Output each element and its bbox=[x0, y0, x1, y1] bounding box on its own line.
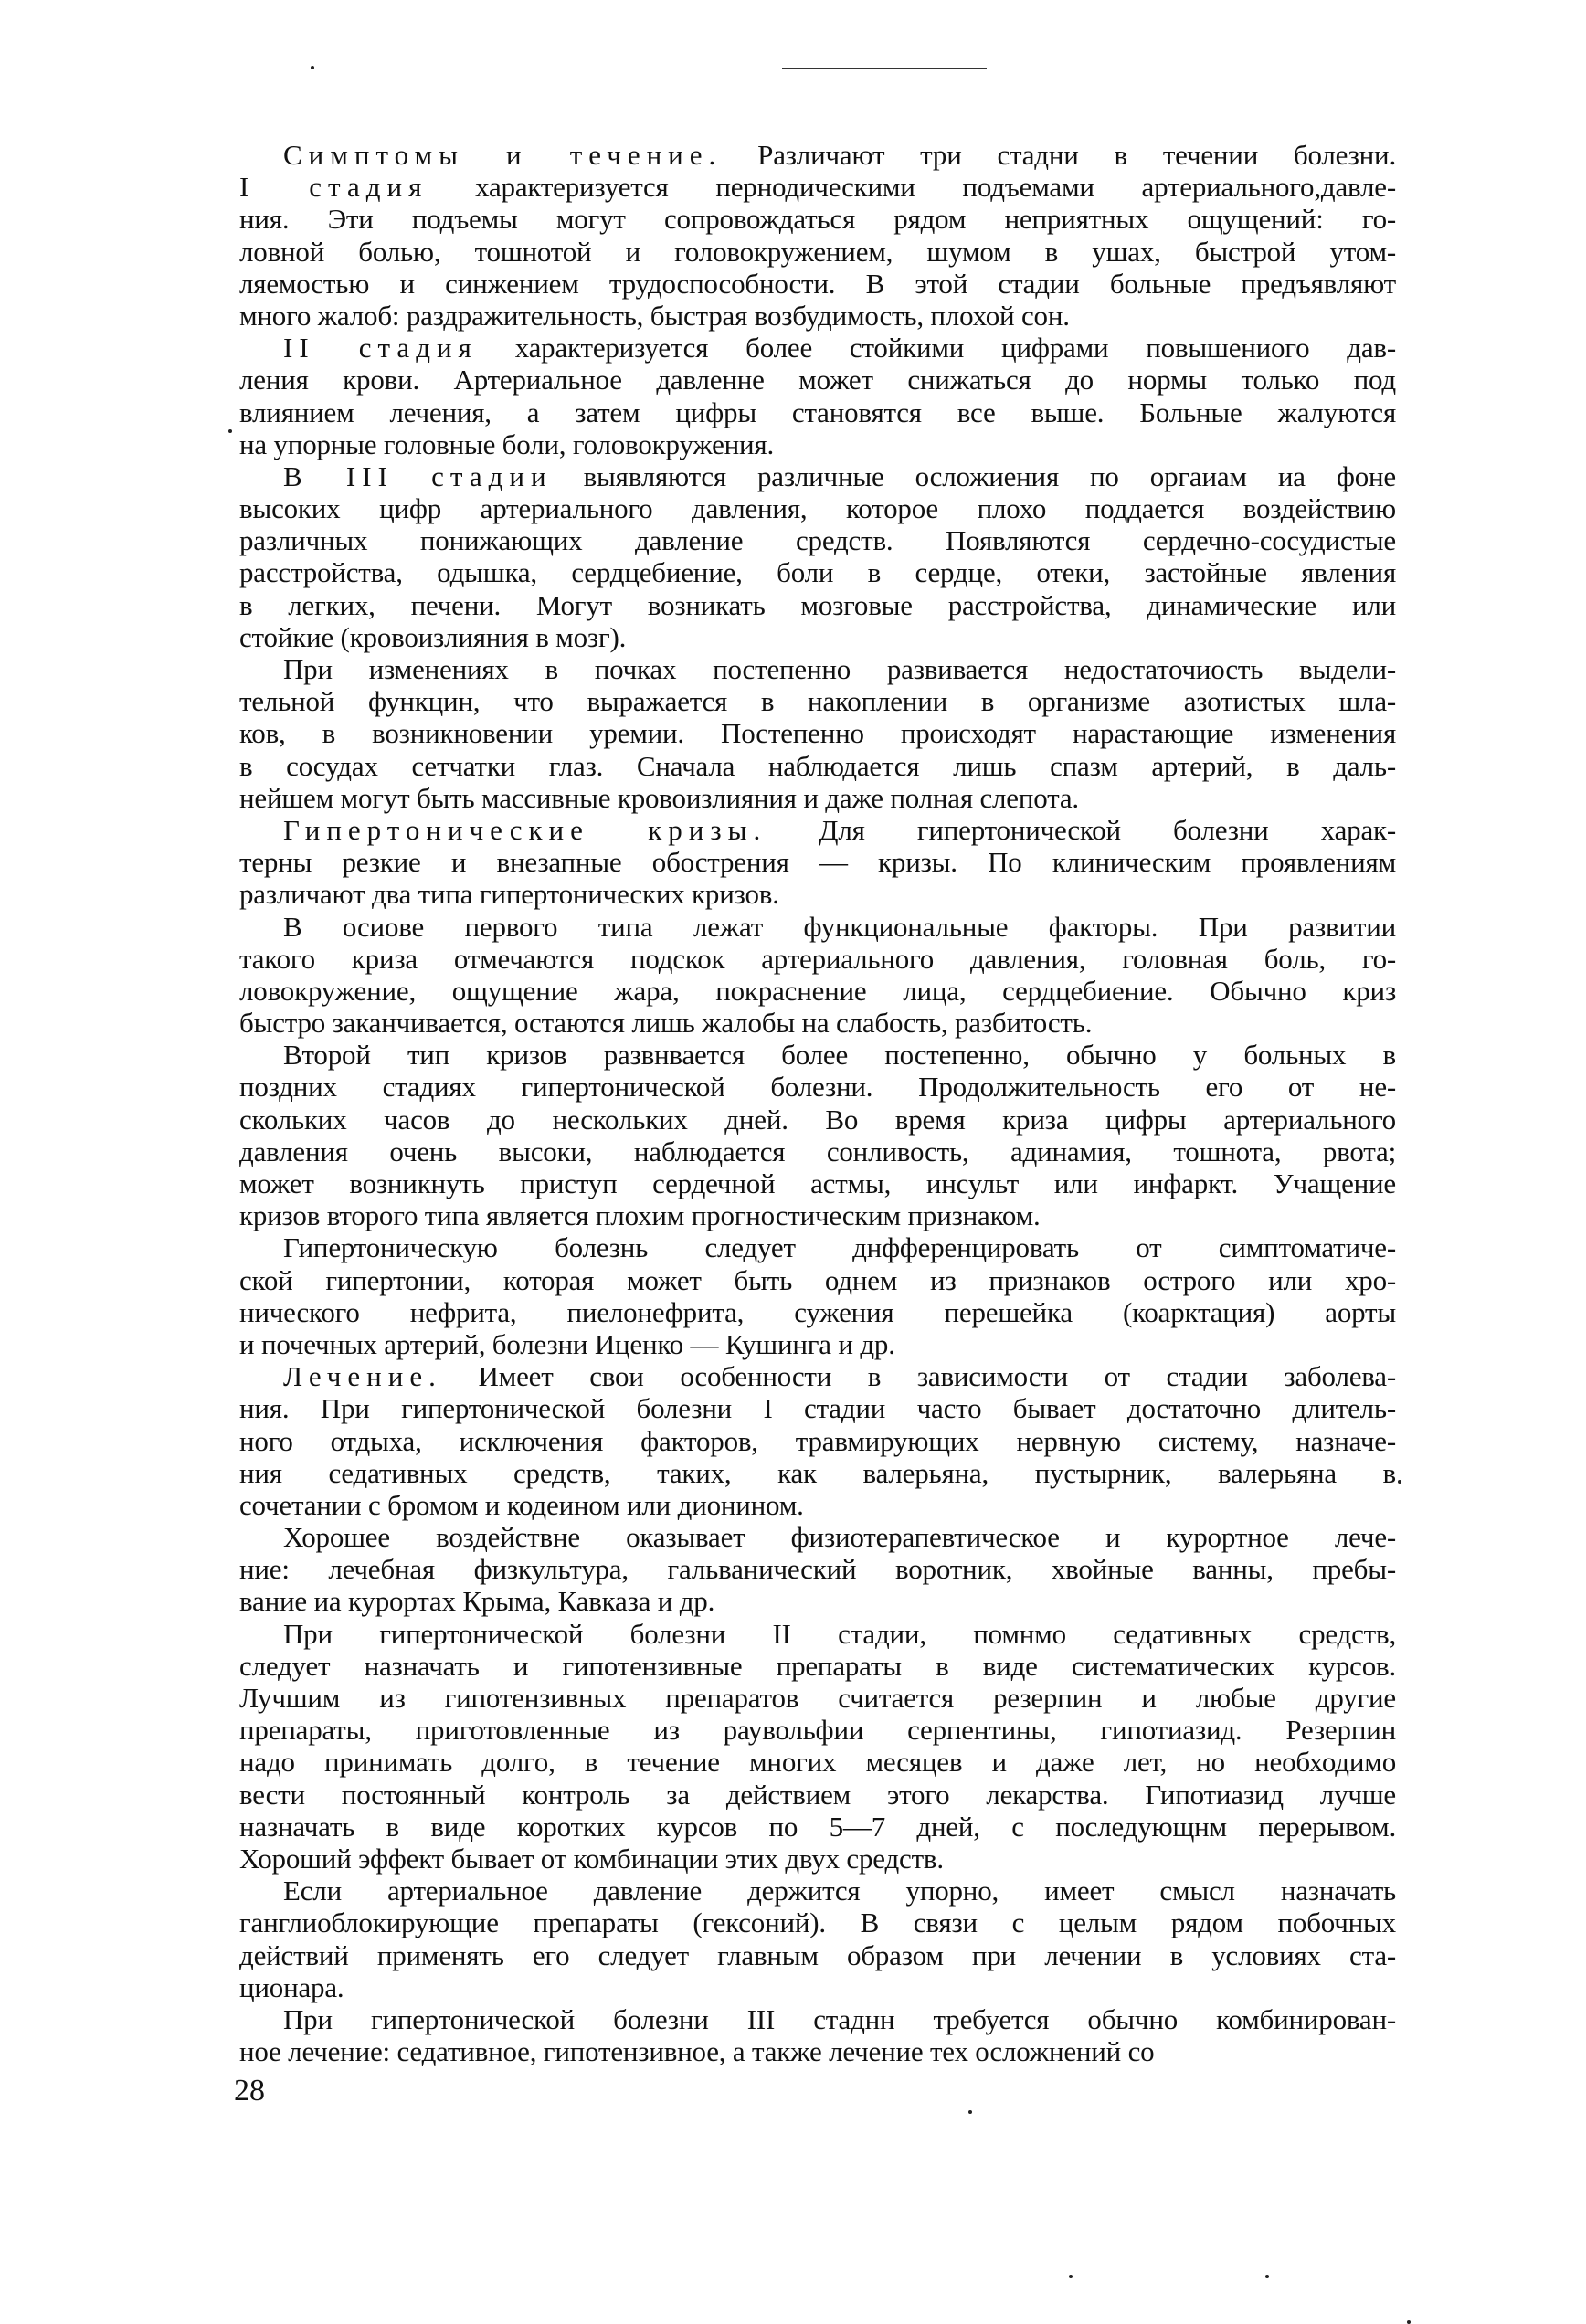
text-line bbox=[239, 1811, 1396, 1843]
line-text: вести постоянный контроль за действием этого лекарства. Гипотиазид лучше bbox=[239, 1778, 1396, 1811]
line-text: ние: лечебная физкультура, гальванический воротник, хвойные ванны, пребы- bbox=[239, 1553, 1396, 1586]
line-text: влиянием лечения, а затем цифры становятся все выше. Больные жалуются bbox=[239, 396, 1396, 428]
text-line bbox=[239, 1971, 1396, 2003]
text-line bbox=[239, 814, 1396, 846]
scan-speck bbox=[311, 66, 314, 69]
text-line bbox=[239, 653, 1396, 685]
text-line bbox=[239, 428, 1396, 460]
line-text: назначать в виде коротких курсов по 5—7 дней, с последующнм перерывом. bbox=[239, 1810, 1396, 1843]
line-text: ков, в возникновении уремии. Постепенно происходят нарастающие изменения bbox=[239, 717, 1396, 750]
line-text: кризов второго типа является плохим прогностическим признаком. bbox=[239, 1199, 1041, 1232]
text-line bbox=[239, 1457, 1396, 1489]
line-text: ловной болью, тошнотой и головокружением, шумом в ушах, быстрой утом- bbox=[239, 235, 1396, 268]
text-line bbox=[239, 1682, 1396, 1714]
line-text: терны резкие и внезапные обострения — кризы. По клиническим проявлениям bbox=[239, 846, 1396, 879]
text-line bbox=[239, 1296, 1396, 1328]
line-text: ния. При гипертонической болезни I стадии часто бывает достаточно длитель- bbox=[239, 1392, 1396, 1425]
line-text: Хороший эффект бывает от комбинации этих двух средств. bbox=[239, 1842, 944, 1875]
line-text: стойкие (кровоизлияния в мозг). bbox=[239, 620, 627, 653]
scan-speck bbox=[228, 429, 232, 433]
line-text: расстройства, одышка, сердцебиение, боли в сердце, отеки, застойные явления bbox=[239, 556, 1396, 589]
line-text: При гипертонической болезни III стаднн требуется обычно комбинирован- bbox=[283, 2002, 1396, 2035]
text-line bbox=[239, 911, 1396, 943]
line-text: действий применять его следует главным образом при лечении в условиях ста- bbox=[239, 1938, 1396, 1971]
text-line bbox=[239, 396, 1396, 428]
line-text: поздних стадиях гипертонической болезни. Продолжительность его от не- bbox=[239, 1071, 1396, 1104]
line-text: может возникнуть приступ сердечной астмы, инсульт или инфаркт. Учащение bbox=[239, 1167, 1396, 1199]
text-line bbox=[239, 364, 1396, 396]
line-text: ния седативных средств, таких, как валерьяна, пустырник, валерьяна в bbox=[239, 1456, 1396, 1489]
text-line bbox=[239, 750, 1396, 782]
spaced-heading: В III стадии bbox=[283, 460, 553, 492]
scan-speck bbox=[1407, 2320, 1411, 2324]
line-text: Различают три стадни в течении болезни. bbox=[722, 139, 1396, 171]
line-text: ния. Эти подъемы могут сопровождаться рядом неприятных ощущений: го- bbox=[239, 203, 1396, 236]
text-line bbox=[239, 203, 1396, 235]
line-text: давления очень высоки, наблюдается сонливость, адинамия, тошнота, рвота; bbox=[239, 1135, 1396, 1167]
spaced-heading: Симптомы и течение. bbox=[283, 139, 723, 171]
line-text: ляемостью и синжением трудоспособности. В этой стадии больные предъявляют bbox=[239, 267, 1396, 300]
text-line bbox=[239, 1039, 1396, 1071]
text-line bbox=[239, 1199, 1396, 1231]
body-text bbox=[239, 139, 1396, 2067]
line-text: При изменениях в почках постепенно развивается недостаточиость выдели- bbox=[283, 653, 1396, 685]
line-text: Имеет свои особенности в зависимости от стадии заболева- bbox=[441, 1360, 1396, 1393]
scan-speck bbox=[1398, 1480, 1401, 1484]
text-line bbox=[239, 975, 1396, 1007]
line-text: При гипертонической болезни II стадии, помнмо седативных средств, bbox=[283, 1617, 1396, 1650]
text-line bbox=[239, 139, 1396, 171]
line-text: различают два типа гипертонических кризов. bbox=[239, 878, 779, 911]
line-text: сочетании с бромом и кодеином или дионином. bbox=[239, 1488, 804, 1521]
line-text: Гипертоническую болезнь следует днфференцировать от симптоматиче- bbox=[283, 1231, 1396, 1264]
text-line bbox=[239, 1939, 1396, 1971]
line-text: препараты, приготовленные из раувольфии серпентины, гипотиазид. Резерпин bbox=[239, 1714, 1396, 1747]
text-line bbox=[239, 1585, 1396, 1617]
text-line bbox=[239, 1907, 1396, 1938]
text-line bbox=[239, 1167, 1396, 1199]
line-text: скольких часов до нескольких дней. Во время криза цифры артериального bbox=[239, 1103, 1396, 1136]
spaced-heading: Гипертонические кризы. bbox=[283, 813, 767, 846]
text-line bbox=[239, 1875, 1396, 1907]
text-line bbox=[239, 332, 1396, 364]
text-line bbox=[239, 1231, 1396, 1263]
text-line bbox=[239, 1425, 1396, 1457]
text-line bbox=[239, 1489, 1396, 1521]
text-line bbox=[239, 2035, 1396, 2067]
text-line bbox=[239, 1360, 1396, 1392]
scan-speck bbox=[968, 2110, 972, 2114]
line-text: Второй тип кризов развнвается более постепенно, обычно у больных в bbox=[283, 1039, 1396, 1072]
line-text: ганглиоблокирующие препараты (гексоний). В связи с целым рядом побочных bbox=[239, 1907, 1396, 1939]
line-text: надо принимать долго, в течение многих месяцев и даже лет, но необходимо bbox=[239, 1746, 1396, 1779]
line-text: высоких цифр артериального давления, которое плохо поддается воздействию bbox=[239, 492, 1396, 525]
text-line bbox=[239, 621, 1396, 653]
text-line bbox=[239, 556, 1396, 588]
text-line bbox=[239, 171, 1396, 203]
text-line bbox=[239, 236, 1396, 268]
text-line bbox=[239, 1521, 1396, 1553]
spaced-heading: I стадия bbox=[239, 171, 428, 204]
line-text: ное лечение: седативное, гипотензивное, а также лечение тех осложнений со bbox=[239, 2035, 1155, 2068]
text-line bbox=[239, 717, 1396, 749]
text-line bbox=[239, 1714, 1396, 1746]
text-line bbox=[239, 1650, 1396, 1682]
text-line bbox=[239, 460, 1396, 492]
line-text: различных понижающих давление средств. Появляются сердечно-сосудистые bbox=[239, 524, 1396, 557]
text-line bbox=[239, 1779, 1396, 1811]
line-text: нического нефрита, пиелонефрита, сужения перешейка (коарктация) аорты bbox=[239, 1295, 1396, 1328]
spaced-heading: II стадия bbox=[283, 332, 478, 364]
text-line bbox=[239, 524, 1396, 556]
scan-speck bbox=[1265, 2275, 1269, 2278]
line-text: характеризуется более стойкими цифрами повышениого дав- bbox=[477, 332, 1396, 364]
text-line bbox=[239, 492, 1396, 524]
line-text: ской гипертонии, которая может быть однем из признаков острого или хро- bbox=[239, 1263, 1396, 1296]
line-text: выявляются различные осложиения по оргаиам иа фоне bbox=[552, 460, 1396, 492]
line-text: следует назначать и гипотензивные препараты в виде систематических курсов. bbox=[239, 1649, 1396, 1682]
line-text: быстро заканчивается, остаются лишь жалобы на слабость, разбитость. bbox=[239, 1007, 1093, 1040]
line-text: много жалоб: раздражительность, быстрая возбудимость, плохой сон. bbox=[239, 299, 1070, 332]
top-rule bbox=[782, 68, 987, 69]
page-number: 28 bbox=[234, 2074, 265, 2107]
text-line bbox=[239, 878, 1396, 910]
line-text: и почечных артерий, болезни Иценко — Кушинга и др. bbox=[239, 1327, 895, 1360]
text-line bbox=[239, 1104, 1396, 1136]
text-line bbox=[239, 782, 1396, 814]
line-text: тельной функцин, что выражается в накоплении в организме азотистых шла- bbox=[239, 685, 1396, 718]
text-line bbox=[239, 1136, 1396, 1167]
line-text: характеризуется пернодическими подъемами артериального,давле- bbox=[428, 171, 1396, 204]
line-text: Лучшим из гипотензивных препаратов считается резерпин и любые другие bbox=[239, 1682, 1396, 1714]
line-text: в легких, печени. Могут возникать мозговые расстройства, динамические или bbox=[239, 588, 1396, 621]
text-line bbox=[239, 1328, 1396, 1360]
text-line bbox=[239, 846, 1396, 878]
line-text: на упорные головные боли, головокружения. bbox=[239, 428, 775, 460]
line-text: Для гипертонической болезни харак- bbox=[767, 813, 1396, 846]
line-text: такого криза отмечаются подскок артериального давления, головная боль, го- bbox=[239, 942, 1396, 975]
line-text: ного отдыха, исключения факторов, травмирующих нервную систему, назначе- bbox=[239, 1424, 1396, 1457]
text-line bbox=[239, 1618, 1396, 1650]
line-text: Если артериальное давление держится упорно, имеет смысл назначать bbox=[283, 1875, 1396, 1907]
line-text: ления крови. Артериальное давленне может снижаться до нормы только под bbox=[239, 364, 1396, 396]
line-text: ционара. bbox=[239, 1970, 344, 2003]
text-line bbox=[239, 1007, 1396, 1039]
text-line bbox=[239, 300, 1396, 332]
scan-speck bbox=[1069, 2275, 1073, 2278]
text-line bbox=[239, 943, 1396, 975]
spaced-heading: Лечение. bbox=[283, 1360, 442, 1393]
line-text: Хорошее воздействне оказывает физиотерапевтическое и курортное лече- bbox=[283, 1521, 1396, 1554]
text-line bbox=[239, 2003, 1396, 2035]
text-line bbox=[239, 1071, 1396, 1103]
line-text: в сосудах сетчатки глаз. Сначала наблюдается лишь спазм артерий, в даль- bbox=[239, 749, 1396, 782]
text-line bbox=[239, 1843, 1396, 1875]
line-text: вание иа курортах Крыма, Кавказа и др. bbox=[239, 1585, 715, 1618]
text-line bbox=[239, 268, 1396, 300]
line-text: В осиове первого типа лежат функциональные факторы. При развитии bbox=[283, 910, 1396, 943]
line-text: ловокружение, ощущение жара, покраснение лица, сердцебиение. Обычно криз bbox=[239, 974, 1396, 1007]
text-line bbox=[239, 685, 1396, 717]
text-line bbox=[239, 1392, 1396, 1424]
line-text: нейшем могут быть массивные кровоизлияния и даже полная слепота. bbox=[239, 781, 1079, 814]
text-line bbox=[239, 1553, 1396, 1585]
text-line bbox=[239, 1264, 1396, 1296]
text-line bbox=[239, 1746, 1396, 1778]
text-line bbox=[239, 589, 1396, 621]
